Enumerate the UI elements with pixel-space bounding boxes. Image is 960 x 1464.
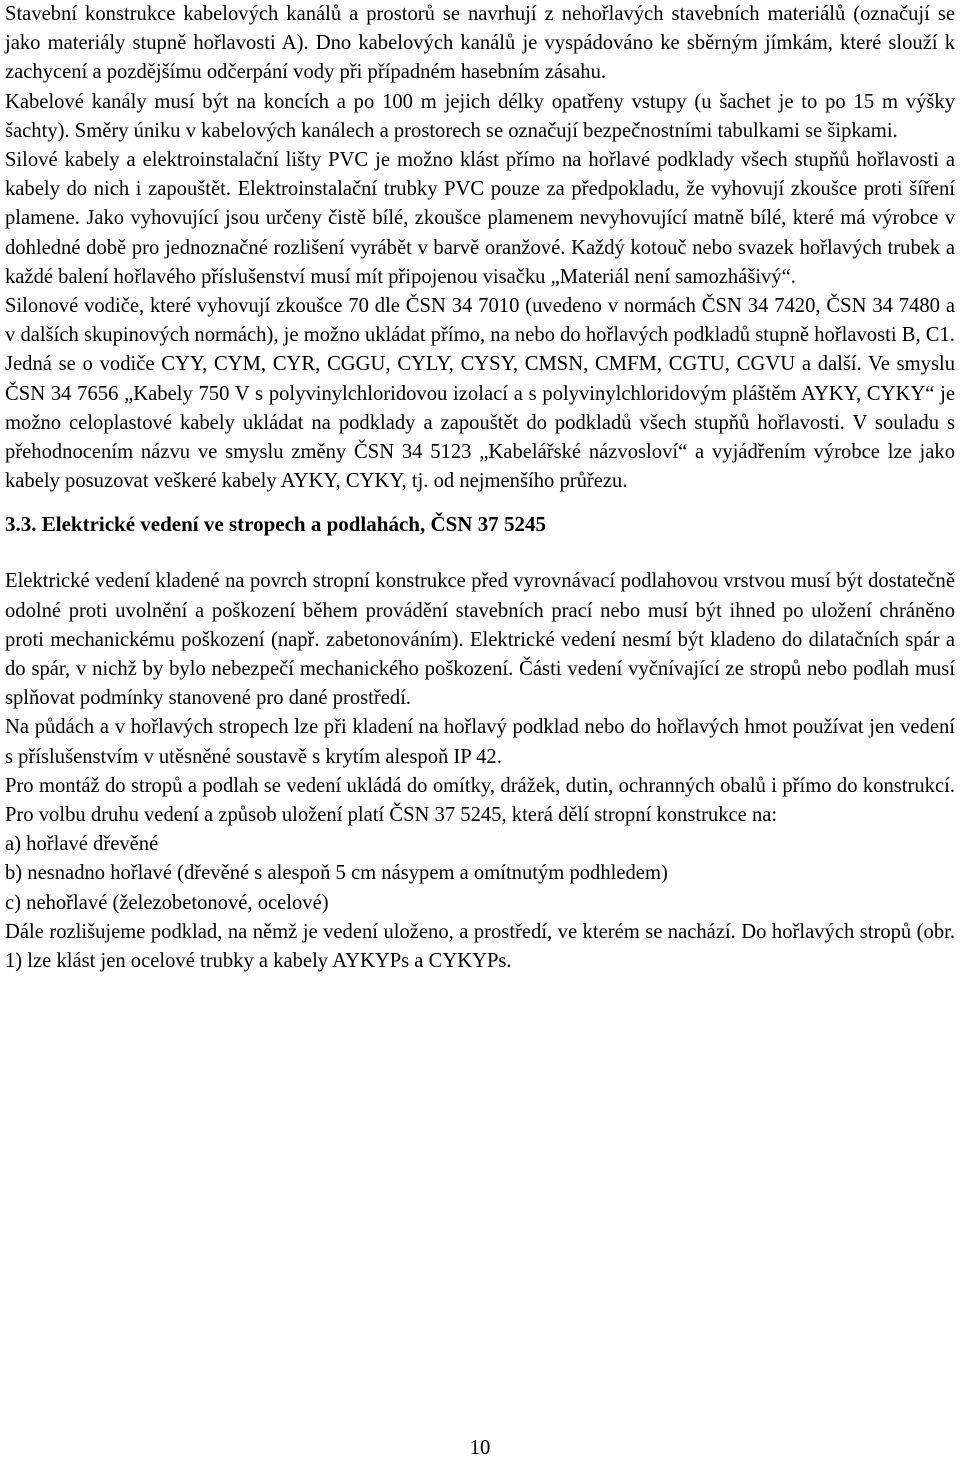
section-number: 3.3. — [5, 512, 37, 537]
paragraph-ceiling-wiring: Elektrické vedení kladené na povrch stropní konstrukce před vyrovnávací podlahovou vrstvou musí být dostatečně odolné proti uvolnění a poškození během provádění stavebních prací nebo musí být ihned po uložení chráněno proti mechanickému poškození (např. zabetonováním). Elektrické vedení nesmí být kladeno do dilatačních spár a do spár, v nichž by bylo nebezpečí mechanického poškození. Části vedení vyčnívající ze stropů nebo podlah musí splňovat podmínky stanovené pro dané prostředí. — [5, 570, 955, 710]
list-item-flammable-wood: a) hořlavé dřevěné — [5, 833, 159, 856]
paragraph-cable-channels-construction: Stavební konstrukce kabelových kanálů a prostorů se navrhují z nehořlavých stavebních materiálů (označují se jako materiály stupně hořlavosti A). Dno kabelových kanálů je vyspádováno ke sběrným jímkám, které slouží k zachycení a pozdějšímu odčerpání vody při případném hasebním zásahu. — [5, 3, 955, 84]
paragraph-conductors-standards: Silonové vodiče, které vyhovují zkoušce 70 dle ČSN 34 7010 (uvedeno v normách ČSN 34 7420, ČSN 34 7480 a v dalších skupinových normách), je možno ukládat přímo, na nebo do hořlavých podkladů stupně hořlavosti B, C1. Jedná se o vodiče CYY, CYM, CYR, CGGU, CYLY, CYSY, CMSN, CMFM, CGTU, CGVU a další. Ve smyslu ČSN 34 7656 „Kabely 750 V s polyvinylchloridovou izolací a s polyvinylchloridovým pláštěm AYKY, CYKY“ je možno celoplastové kabely ukládat na podklady a zapouštět do podkladů všech stupňů hořlavosti. V souladu s přehodnocením názvu ve smyslu změny ČSN 34 5123 „Kabelářské názvosloví“ a vyjádřením výrobce lze jako kabely posuzovat veškeré kabely AYKY, CYKY, tj. od nejmenšího průřezu. — [5, 295, 955, 493]
document-page — [5, 0, 955, 976]
paragraph-cable-channels-entrances: Kabelové kanály musí být na koncích a po 100 m jejich délky opatřeny vstupy (u šachet je to po 15 m výšky šachty). Směry úniku v kabelových kanálech a prostorech se označují bezpečnostními tabulkami se šipkami. — [5, 90, 955, 142]
paragraph-final: Dále rozlišujeme podklad, na němž je vedení uloženo, a prostředí, ve kterém se nachází. Do hořlavých stropů (obr. 1) lze klást jen ocelové trubky a kabely AYKYPs a CYKYPs. — [5, 920, 955, 973]
paragraph-power-cables-pvc: Silové kabely a elektroinstalační lišty PVC je možno klást přímo na hořlavé podklady všech stupňů hořlavosti a kabely do nich i zapouštět. Elektroinstalační trubky PVC pouze za předpokladu, že vyhovují zkoušce proti šíření plamene. Jako vyhovující jsou určeny čistě bílé, zkoušce plamenem nevyhovující matně bílé, které má výrobce v dohledné době pro jednoznačné rozlišení vyrábět v barvě oranžové. Každý kotouč nebo svazek hořlavých trubek a každé balení hořlavého příslušenství musí mít připojenou visačku „Materiál není samozhášivý“. — [5, 149, 955, 288]
list-item-hardly-flammable: b) nesnadno hořlavé (dřevěné s alespoň 5 cm násypem a omítnutým podhledem) — [5, 862, 668, 885]
heading-spacer — [5, 539, 955, 567]
paragraph-attics-flammable-ceilings: Na půdách a v hořlavých stropech lze při kladení na hořlavý podklad nebo do hořlavých hmot používat jen vedení s příslušenstvím v utěsněné soustavě s krytím alespoň IP 42. — [5, 716, 955, 768]
list-item-non-flammable: c) nehořlavé (železobetonové, ocelové) — [5, 891, 329, 914]
page-number: 10 — [469, 1437, 491, 1459]
paragraph-installation-methods: Pro montáž do stropů a podlah se vedení ukládá do omítky, drážek, dutin, ochranných obalů i přímo do konstrukcí. Pro volbu druhu vedení a způsob uložení platí ČSN 37 5245, která dělí stropní konstrukce na: — [5, 774, 955, 827]
section-title: Elektrické vedení ve stropech a podlahách, ČSN 37 5245 — [41, 512, 546, 537]
section-heading — [5, 510, 955, 539]
